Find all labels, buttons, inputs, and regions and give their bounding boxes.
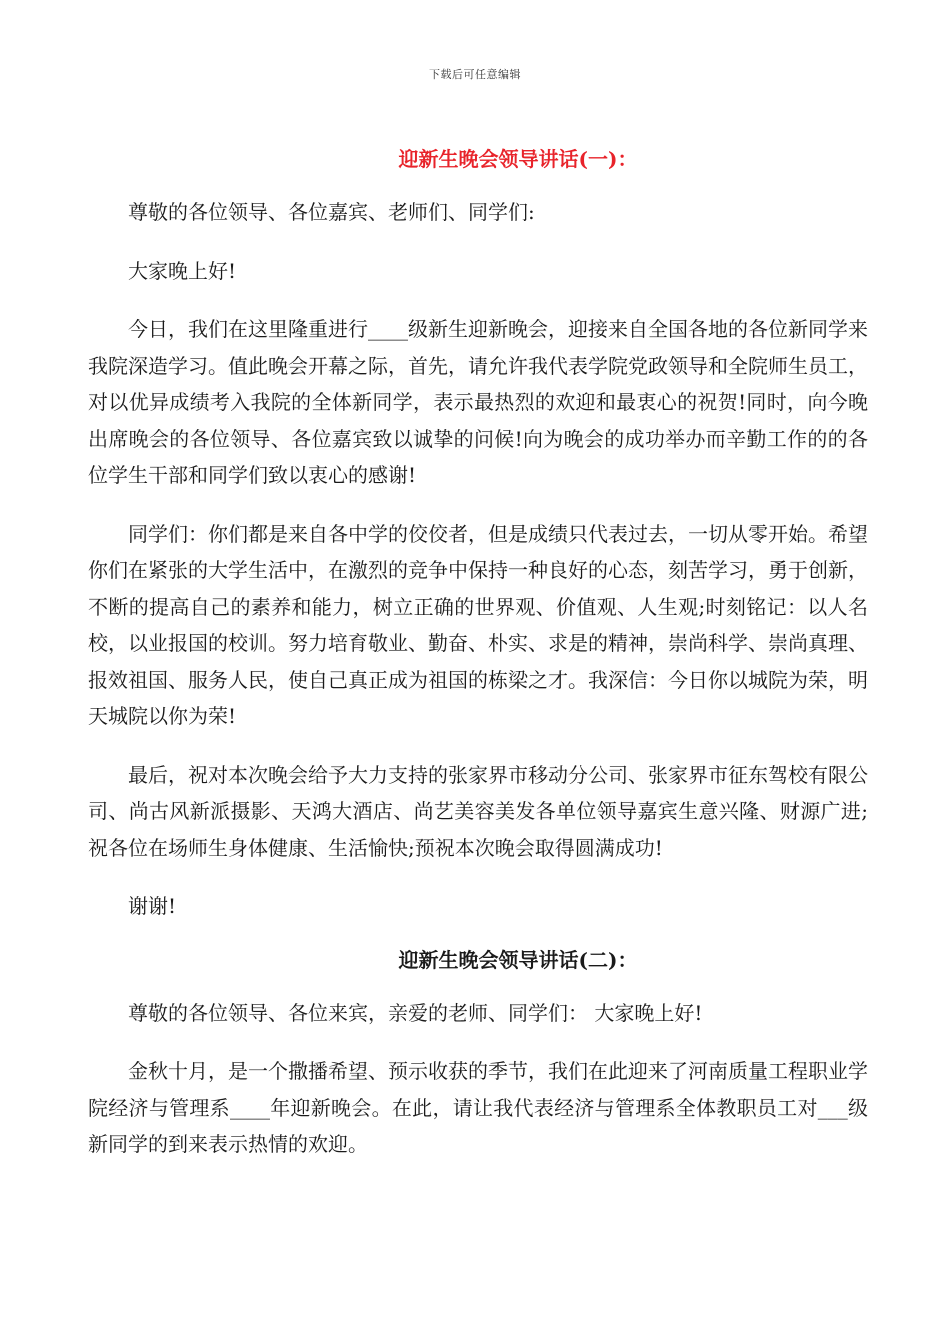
- document-body: [88, 142, 868, 1163]
- section1-paragraph-3: 最后，祝对本次晚会给予大力支持的张家界市移动分公司、张家界市征东驾校有限公司、尚古风新派摄影、天鸿大酒店、尚艺美容美发各单位领导嘉宾生意兴隆、财源广进;祝各位在场师生身体健康、生活愉快;预祝本次晚会取得圆满成功!: [88, 762, 868, 860]
- section1-title: 迎新生晚会领导讲话(一)：: [398, 147, 638, 171]
- section2-paragraph-1: 金秋十月，是一个撒播希望、预示收获的季节，我们在此迎来了河南质量工程职业学院经济与管理系____年迎新晚会。在此，请让我代表经济与管理系全体教职员工对___级新同学的到来表示热情的欢迎。: [88, 1059, 868, 1156]
- section2-title: 迎新生晚会领导讲话(二)：: [398, 947, 638, 972]
- header-note: 下载后可任意编辑: [429, 68, 521, 81]
- section1-greeting: 大家晚上好!: [128, 258, 237, 283]
- section1-salutation: 尊敬的各位领导、各位嘉宾、老师们、同学们:: [128, 200, 535, 224]
- section1-paragraph-2: 同学们：你们都是来自各中学的佼佼者，但是成绩只代表过去，一切从零开始。希望你们在紧张的大学生活中，在激烈的竞争中保持一种良好的心态，刻苦学习，勇于创新，不断的提高自己的素养和能力，树立正确的世界观、价值观、人生观;时刻铭记：以人名校，以业报国的校训。努力培育敬业、勤奋、朴实、求是的精神，崇尚科学、崇尚真理、报效祖国、服务人民，使自己真正成为祖国的栋梁之才。我深信：今日你以城院为荣，明天城院以你为荣!: [88, 521, 868, 728]
- section1-closing: 谢谢!: [128, 894, 177, 918]
- section1-paragraph-1: 今日，我们在这里隆重进行____级新生迎新晚会，迎接来自全国各地的各位新同学来我院深造学习。值此晚会开幕之际，首先，请允许我代表学院党政领导和全院师生员工，对以优异成绩考入我院的全体新同学，表示最热烈的欢迎和最衷心的祝贺!同时，向今晚出席晚会的各位领导、各位嘉宾致以诚挚的问候!向为晚会的成功举办而辛勤工作的的各位学生干部和同学们致以衷心的感谢!: [88, 317, 868, 487]
- section2-salutation: 尊敬的各位领导、各位来宾，亲爱的老师、同学们： 大家晚上好!: [128, 1000, 703, 1025]
